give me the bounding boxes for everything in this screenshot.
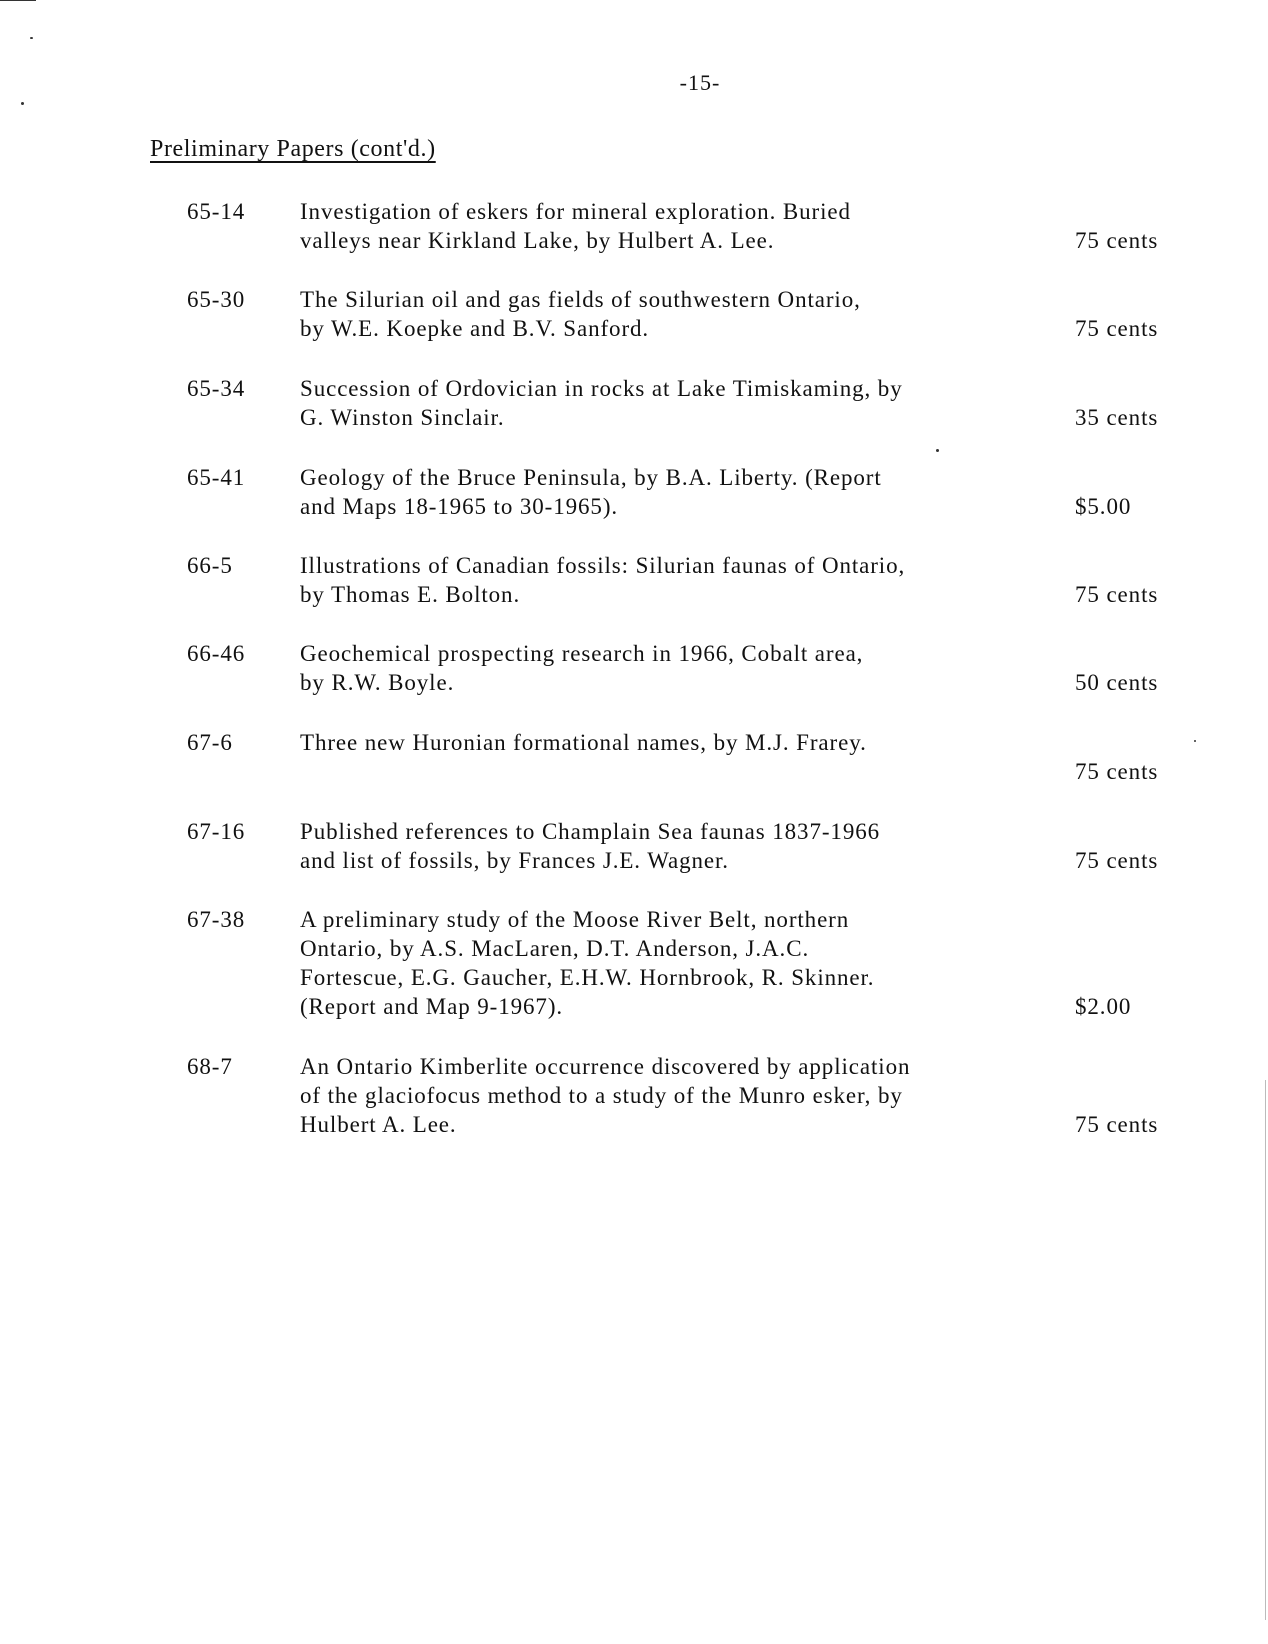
entry-text-line: and list of fossils, by Frances J.E. Wagner. (300, 848, 729, 873)
entry-text-line: Geochemical prospecting research in 1966, Cobalt area, (300, 641, 864, 666)
entry-text-line: by R.W. Boyle. (300, 670, 455, 695)
entry-text-line: by W.E. Koepke and B.V. Sanford. (300, 316, 650, 341)
entry-text-line: (Report and Map 9-1967). (300, 994, 564, 1019)
entry-code: 65-41 (187, 465, 246, 490)
entry-description (300, 905, 1070, 1021)
entry-description (300, 639, 1070, 697)
scan-speck (936, 449, 939, 452)
section-heading: Preliminary Papers (cont'd.) (150, 136, 436, 162)
entry-price: $2.00 (1075, 994, 1132, 1019)
entry-text-line: Illustrations of Canadian fossils: Silurian faunas of Ontario, (300, 553, 906, 578)
entry-price: 75 cents (1075, 759, 1159, 784)
entry-code: 67-16 (187, 819, 246, 844)
entry-description (300, 817, 1070, 875)
entry-text-line: The Silurian oil and gas fields of southwestern Ontario, (300, 287, 861, 312)
entry-code: 68-7 (187, 1054, 233, 1079)
entry-code: 65-34 (187, 376, 246, 401)
scan-speck (21, 102, 24, 105)
entry-text-line: and Maps 18-1965 to 30-1965). (300, 494, 619, 519)
scan-edge (1265, 1080, 1266, 1620)
entry-price: 75 cents (1075, 1112, 1159, 1137)
entry-price: 75 cents (1075, 316, 1159, 341)
entry-code: 67-38 (187, 907, 246, 932)
entry-text-line: valleys near Kirkland Lake, by Hulbert A. Lee. (300, 228, 775, 253)
entry-text-line: Investigation of eskers for mineral exploration. Buried (300, 199, 851, 224)
entry-text-line: Geology of the Bruce Peninsula, by B.A. Liberty. (Report (300, 465, 882, 490)
entry-description (300, 551, 1070, 609)
entry-description (300, 728, 1070, 757)
entry-price: 75 cents (1075, 848, 1159, 873)
page-number: -15- (679, 70, 721, 95)
entry-price: 75 cents (1075, 582, 1159, 607)
entry-description (300, 463, 1070, 521)
entry-text-line: Succession of Ordovician in rocks at Lake Timiskaming, by (300, 376, 903, 401)
entry-text-line: A preliminary study of the Moose River Belt, northern (300, 907, 850, 932)
entry-text-line: Fortescue, E.G. Gaucher, E.H.W. Hornbrook, R. Skinner. (300, 965, 875, 990)
entry-description (300, 1052, 1070, 1139)
entry-price: 50 cents (1075, 670, 1159, 695)
entry-code: 66-5 (187, 553, 233, 578)
scan-speck (1194, 740, 1196, 742)
entry-code: 65-30 (187, 287, 246, 312)
entry-description (300, 285, 1070, 343)
entry-text-line: Hulbert A. Lee. (300, 1112, 457, 1137)
entry-text-line: An Ontario Kimberlite occurrence discovered by application (300, 1054, 911, 1079)
entry-code: 67-6 (187, 730, 233, 755)
entry-text-line: by Thomas E. Bolton. (300, 582, 521, 607)
entry-text-line: G. Winston Sinclair. (300, 405, 505, 430)
entry-price: 35 cents (1075, 405, 1159, 430)
entry-text-line: Ontario, by A.S. MacLaren, D.T. Anderson, J.A.C. (300, 936, 810, 961)
scan-speck (30, 37, 33, 39)
entry-text-line: Three new Huronian formational names, by M.J. Frarey. (300, 730, 867, 755)
entry-code: 66-46 (187, 641, 246, 666)
entry-text-line: of the glaciofocus method to a study of the Munro esker, by (300, 1083, 903, 1108)
entry-price: $5.00 (1075, 494, 1132, 519)
entry-code: 65-14 (187, 199, 246, 224)
entry-description (300, 374, 1070, 432)
scan-speck (0, 0, 36, 1)
entry-description (300, 197, 1070, 255)
entry-price: 75 cents (1075, 228, 1159, 253)
entry-text-line: Published references to Champlain Sea faunas 1837-1966 (300, 819, 881, 844)
